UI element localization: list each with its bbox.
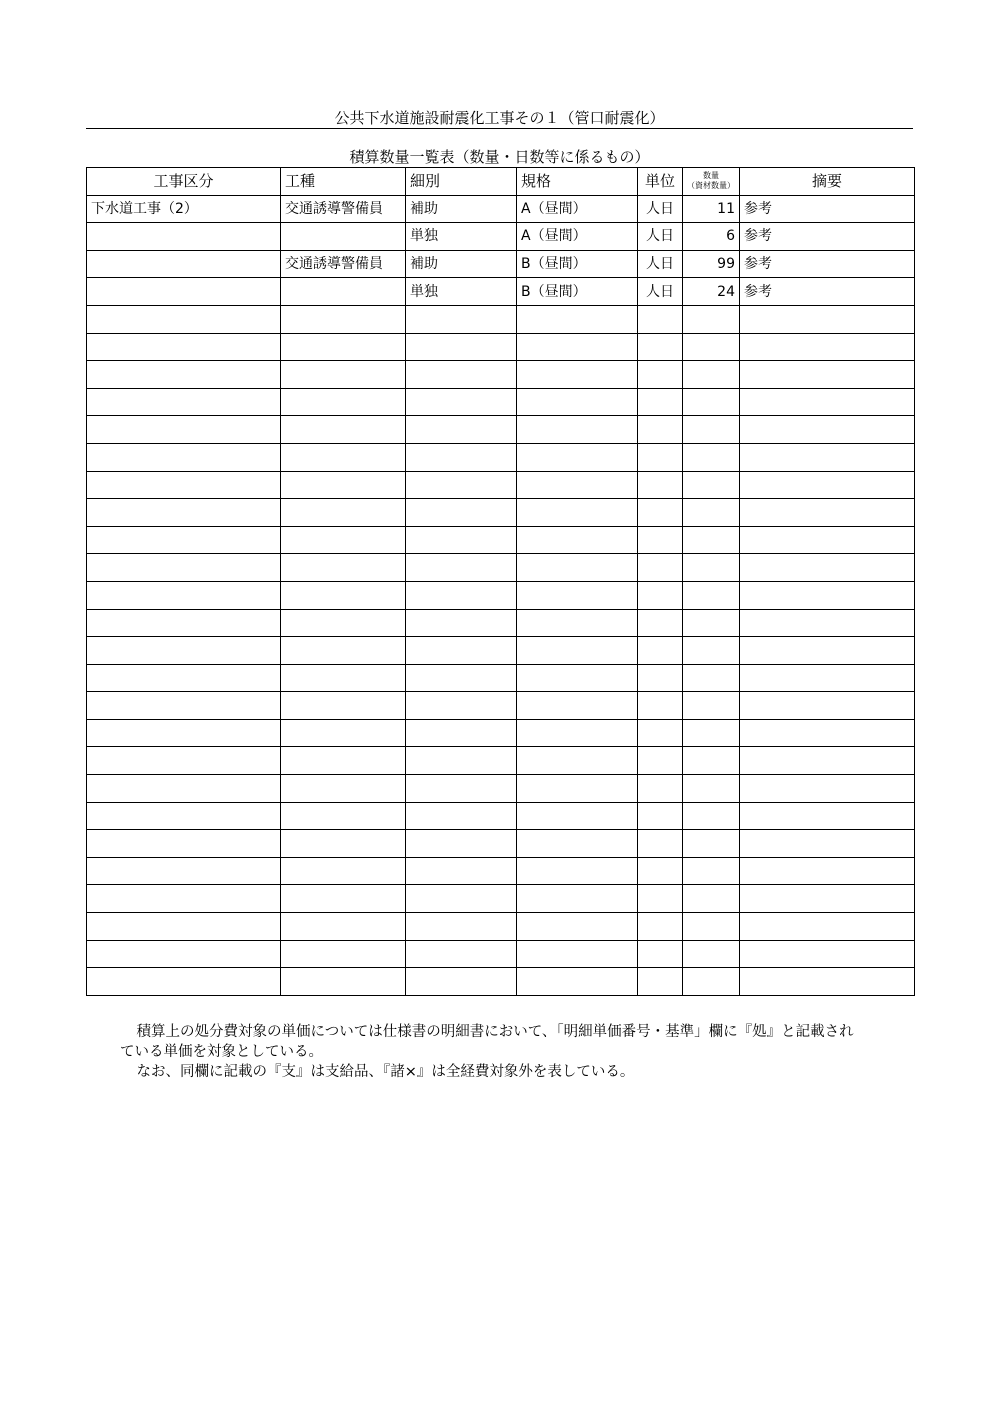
cell-detail [406, 747, 517, 775]
cell-quantity: 24 [683, 278, 740, 306]
cell-detail: 補助 [406, 195, 517, 223]
cell-spec [517, 333, 638, 361]
header-quantity-line1: 数量 [703, 171, 719, 181]
table-row [87, 940, 915, 968]
cell-category [87, 278, 281, 306]
cell-work-type [281, 471, 406, 499]
cell-remarks: 参考 [740, 195, 915, 223]
cell-category [87, 747, 281, 775]
cell-quantity [683, 802, 740, 830]
cell-spec [517, 388, 638, 416]
cell-quantity [683, 719, 740, 747]
cell-category [87, 361, 281, 389]
cell-detail: 単独 [406, 278, 517, 306]
cell-category [87, 857, 281, 885]
cell-quantity [683, 857, 740, 885]
cell-remarks [740, 471, 915, 499]
cell-detail [406, 499, 517, 527]
cell-remarks [740, 333, 915, 361]
table-row [87, 416, 915, 444]
table-row [87, 664, 915, 692]
cell-remarks [740, 388, 915, 416]
cell-quantity [683, 609, 740, 637]
document-title: 公共下水道施設耐震化工事その１（管口耐震化） [334, 109, 665, 127]
header-work-type: 工種 [281, 168, 406, 196]
cell-unit: 人日 [638, 278, 683, 306]
cell-unit [638, 664, 683, 692]
title-underline [86, 128, 913, 129]
table-row [87, 305, 915, 333]
table-row [87, 913, 915, 941]
cell-work-type [281, 305, 406, 333]
cell-work-type [281, 333, 406, 361]
cell-category [87, 968, 281, 996]
cell-category [87, 250, 281, 278]
table-row [87, 637, 915, 665]
footnote-line-2: ている単価を対象としている。 [120, 1044, 323, 1060]
cell-spec [517, 913, 638, 941]
table-row [87, 471, 915, 499]
cell-quantity [683, 554, 740, 582]
cell-remarks [740, 499, 915, 527]
cell-remarks [740, 940, 915, 968]
cell-quantity [683, 443, 740, 471]
cell-work-type [281, 278, 406, 306]
cell-spec [517, 443, 638, 471]
cell-category [87, 526, 281, 554]
cell-unit [638, 857, 683, 885]
cell-quantity [683, 968, 740, 996]
cell-category [87, 885, 281, 913]
cell-category [87, 830, 281, 858]
cell-spec [517, 305, 638, 333]
table-row [87, 581, 915, 609]
cell-category [87, 443, 281, 471]
cell-category [87, 554, 281, 582]
cell-detail [406, 664, 517, 692]
cell-category: 下水道工事（2） [87, 195, 281, 223]
cell-spec: B（昼間） [517, 250, 638, 278]
cell-quantity [683, 913, 740, 941]
table-row [87, 775, 915, 803]
cell-category [87, 333, 281, 361]
cell-remarks [740, 857, 915, 885]
cell-detail [406, 609, 517, 637]
cell-remarks [740, 885, 915, 913]
cell-unit [638, 885, 683, 913]
cell-quantity [683, 581, 740, 609]
cell-quantity [683, 664, 740, 692]
cell-quantity [683, 499, 740, 527]
cell-work-type [281, 554, 406, 582]
cell-spec [517, 581, 638, 609]
cell-quantity [683, 747, 740, 775]
cell-spec [517, 719, 638, 747]
cell-quantity: 99 [683, 250, 740, 278]
cell-detail [406, 361, 517, 389]
cell-work-type [281, 968, 406, 996]
cell-spec [517, 664, 638, 692]
cell-unit [638, 940, 683, 968]
cell-category [87, 609, 281, 637]
table-row [87, 278, 915, 306]
cell-spec: A（昼間） [517, 223, 638, 251]
cell-detail [406, 416, 517, 444]
cell-remarks: 参考 [740, 250, 915, 278]
cell-detail [406, 885, 517, 913]
cell-detail [406, 692, 517, 720]
cell-detail [406, 388, 517, 416]
quantity-table [86, 167, 915, 996]
cell-spec [517, 747, 638, 775]
cell-quantity [683, 775, 740, 803]
table-row [87, 223, 915, 251]
footnote-line-1: 積算上の処分費対象の単価については仕様書の明細書において、「明細単価番号・基準」欄に『処』と記載され [136, 1024, 854, 1040]
table-body [87, 195, 915, 995]
table-row [87, 526, 915, 554]
cell-unit [638, 471, 683, 499]
cell-category [87, 223, 281, 251]
cell-category [87, 664, 281, 692]
header-unit: 単位 [638, 168, 683, 196]
cell-quantity [683, 526, 740, 554]
cell-category [87, 940, 281, 968]
cell-detail [406, 305, 517, 333]
cell-unit [638, 443, 683, 471]
cell-spec [517, 775, 638, 803]
table-row [87, 692, 915, 720]
cell-work-type [281, 499, 406, 527]
cell-category [87, 692, 281, 720]
cell-category [87, 581, 281, 609]
cell-spec [517, 609, 638, 637]
cell-unit [638, 554, 683, 582]
cell-category [87, 305, 281, 333]
cell-spec: B（昼間） [517, 278, 638, 306]
cell-work-type [281, 388, 406, 416]
cell-unit [638, 719, 683, 747]
cell-work-type: 交通誘導警備員 [281, 195, 406, 223]
cell-remarks [740, 416, 915, 444]
header-spec: 規格 [517, 168, 638, 196]
cell-spec [517, 968, 638, 996]
cell-work-type [281, 940, 406, 968]
header-quantity [683, 168, 740, 196]
cell-unit [638, 747, 683, 775]
cell-unit [638, 830, 683, 858]
cell-spec [517, 416, 638, 444]
cell-work-type [281, 885, 406, 913]
cell-work-type [281, 830, 406, 858]
header-quantity-line2: （資材数量） [687, 181, 735, 191]
cell-remarks [740, 802, 915, 830]
cell-unit: 人日 [638, 195, 683, 223]
cell-quantity [683, 361, 740, 389]
cell-unit [638, 692, 683, 720]
cell-quantity [683, 940, 740, 968]
cell-work-type: 交通誘導警備員 [281, 250, 406, 278]
cell-category [87, 719, 281, 747]
cell-unit [638, 388, 683, 416]
cell-work-type [281, 609, 406, 637]
footnote-line-3: なお、同欄に記載の『支』は支給品、『諸×』は全経費対象外を表している。 [136, 1064, 635, 1080]
cell-category [87, 416, 281, 444]
table-row [87, 361, 915, 389]
cell-work-type [281, 775, 406, 803]
cell-detail [406, 581, 517, 609]
cell-quantity [683, 416, 740, 444]
cell-remarks [740, 609, 915, 637]
cell-spec [517, 499, 638, 527]
cell-detail: 補助 [406, 250, 517, 278]
cell-detail [406, 968, 517, 996]
cell-unit [638, 637, 683, 665]
cell-detail [406, 830, 517, 858]
table-row [87, 747, 915, 775]
cell-work-type [281, 692, 406, 720]
cell-work-type [281, 416, 406, 444]
cell-unit [638, 333, 683, 361]
table-row [87, 830, 915, 858]
cell-work-type [281, 581, 406, 609]
cell-remarks: 参考 [740, 278, 915, 306]
cell-unit [638, 305, 683, 333]
cell-spec [517, 526, 638, 554]
cell-unit [638, 609, 683, 637]
cell-quantity [683, 692, 740, 720]
cell-work-type [281, 223, 406, 251]
cell-unit [638, 581, 683, 609]
cell-spec [517, 361, 638, 389]
header-detail: 細別 [406, 168, 517, 196]
cell-category [87, 775, 281, 803]
table-row [87, 802, 915, 830]
table-row [87, 968, 915, 996]
cell-quantity [683, 333, 740, 361]
table-row [87, 333, 915, 361]
cell-work-type [281, 747, 406, 775]
cell-remarks [740, 361, 915, 389]
cell-remarks [740, 554, 915, 582]
cell-unit [638, 526, 683, 554]
cell-category [87, 637, 281, 665]
cell-remarks [740, 775, 915, 803]
cell-remarks [740, 719, 915, 747]
cell-unit [638, 416, 683, 444]
cell-detail [406, 443, 517, 471]
cell-remarks [740, 581, 915, 609]
cell-spec: A（昼間） [517, 195, 638, 223]
cell-category [87, 499, 281, 527]
cell-work-type [281, 361, 406, 389]
cell-unit [638, 775, 683, 803]
cell-unit: 人日 [638, 223, 683, 251]
cell-spec [517, 940, 638, 968]
cell-category [87, 913, 281, 941]
cell-spec [517, 554, 638, 582]
table-row [87, 443, 915, 471]
cell-quantity: 11 [683, 195, 740, 223]
cell-detail [406, 333, 517, 361]
cell-spec [517, 637, 638, 665]
cell-work-type [281, 443, 406, 471]
cell-spec [517, 692, 638, 720]
cell-remarks: 参考 [740, 223, 915, 251]
cell-work-type [281, 913, 406, 941]
cell-detail [406, 471, 517, 499]
cell-remarks [740, 913, 915, 941]
cell-work-type [281, 637, 406, 665]
cell-work-type [281, 857, 406, 885]
table-row [87, 719, 915, 747]
cell-remarks [740, 692, 915, 720]
cell-detail [406, 554, 517, 582]
cell-unit [638, 499, 683, 527]
cell-quantity [683, 471, 740, 499]
cell-remarks [740, 664, 915, 692]
cell-quantity: 6 [683, 223, 740, 251]
cell-detail [406, 940, 517, 968]
cell-remarks [740, 830, 915, 858]
table-title: 積算数量一覧表（数量・日数等に係るもの） [349, 148, 650, 166]
cell-unit [638, 968, 683, 996]
cell-spec [517, 802, 638, 830]
cell-unit [638, 913, 683, 941]
cell-remarks [740, 305, 915, 333]
footnote [122, 1022, 922, 1082]
cell-work-type [281, 664, 406, 692]
cell-detail [406, 802, 517, 830]
table-row [87, 609, 915, 637]
cell-detail [406, 526, 517, 554]
table-row [87, 554, 915, 582]
cell-spec [517, 471, 638, 499]
cell-work-type [281, 526, 406, 554]
cell-detail [406, 719, 517, 747]
table-row [87, 195, 915, 223]
cell-work-type [281, 719, 406, 747]
cell-quantity [683, 637, 740, 665]
table-row [87, 250, 915, 278]
cell-quantity [683, 388, 740, 416]
cell-remarks [740, 747, 915, 775]
cell-quantity [683, 830, 740, 858]
cell-detail [406, 775, 517, 803]
header-remarks: 摘要 [740, 168, 915, 196]
table-row [87, 388, 915, 416]
cell-unit: 人日 [638, 250, 683, 278]
cell-category [87, 388, 281, 416]
cell-unit [638, 802, 683, 830]
cell-remarks [740, 526, 915, 554]
cell-remarks [740, 968, 915, 996]
cell-quantity [683, 885, 740, 913]
cell-spec [517, 830, 638, 858]
cell-work-type [281, 802, 406, 830]
table-row [87, 857, 915, 885]
table-header-row [87, 168, 915, 196]
cell-detail [406, 857, 517, 885]
table-row [87, 499, 915, 527]
cell-spec [517, 885, 638, 913]
cell-quantity [683, 305, 740, 333]
table-row [87, 885, 915, 913]
cell-detail [406, 637, 517, 665]
cell-spec [517, 857, 638, 885]
header-category: 工事区分 [87, 168, 281, 196]
cell-remarks [740, 637, 915, 665]
cell-category [87, 802, 281, 830]
cell-remarks [740, 443, 915, 471]
cell-detail [406, 913, 517, 941]
cell-unit [638, 361, 683, 389]
cell-category [87, 471, 281, 499]
cell-detail: 単独 [406, 223, 517, 251]
